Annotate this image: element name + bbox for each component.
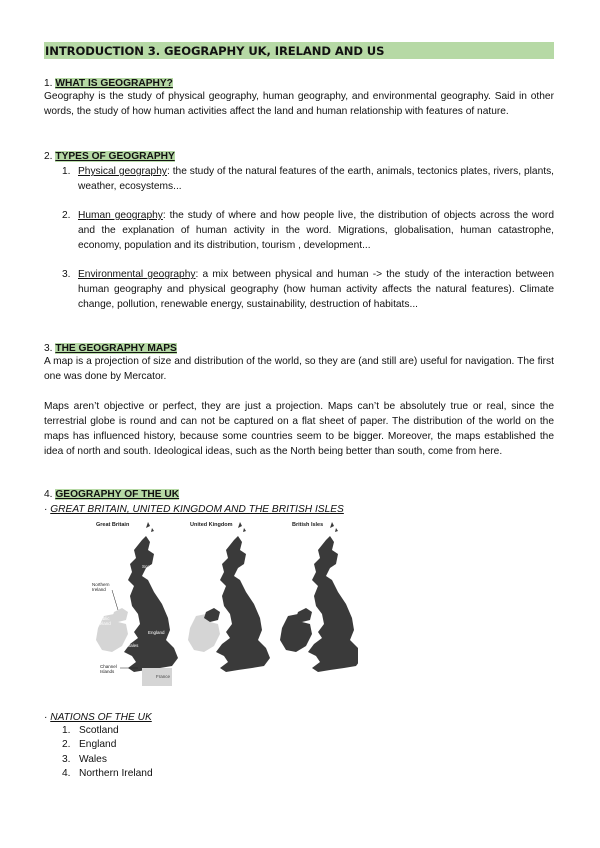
section-3-body-2: Maps aren’t objective or perfect, they are just a projection. Maps can’t be absolutely true or real, since the terrestrial globe is round and can not be captured on a flat sheet of paper. The distribution of the world on the maps has influenced history, because some countries seem to be bigger. Moreover, the maps established the idea of north and south. Ideological ideas, such as the North being better than south, come from here. <box>44 401 554 457</box>
map-united-kingdom <box>188 522 270 672</box>
subheading-nations-of-uk <box>44 711 152 724</box>
list-number: 1. <box>62 725 71 736</box>
section-3-title: THE GEOGRAPHY MAPS <box>55 343 177 354</box>
uk-maps-figure <box>82 520 358 688</box>
label-scotland: Scotland <box>142 564 160 569</box>
nation-name: Northern Ireland <box>79 768 153 779</box>
list-number: 2. <box>62 210 71 221</box>
map-3-title: British Isles <box>292 522 324 528</box>
list-item <box>78 164 554 194</box>
section-1-title: WHAT IS GEOGRAPHY? <box>55 78 173 89</box>
map-british-isles <box>280 522 358 672</box>
nation-name: Scotland <box>79 725 119 736</box>
section-2-number: 2. <box>44 151 53 162</box>
nation-list-item <box>62 767 153 782</box>
term-environmental-geography: Environmental geography <box>78 269 196 280</box>
list-number: 1. <box>62 166 71 177</box>
nation-list-item <box>62 738 116 753</box>
term-physical-geography: Physical geography <box>78 166 167 177</box>
document-title: INTRODUCTION 3. GEOGRAPHY UK, IRELAND AND US <box>45 44 385 58</box>
list-number: 3. <box>62 269 71 280</box>
nation-list-item <box>62 753 107 768</box>
list-item-text: : the study of the natural features of the earth, animals, tectonics plates, rivers, plants, weather, ecosystems... <box>78 166 554 192</box>
list-number: 3. <box>62 754 71 765</box>
label-republic-of-ireland: Republic of Ireland <box>92 616 111 626</box>
map-2-title: United Kingdom <box>190 522 233 528</box>
section-2-title: TYPES OF GEOGRAPHY <box>55 151 175 162</box>
document-title-bar <box>44 42 554 59</box>
section-3-body-1: A map is a projection of size and distribution of the world, so they are (and still are) useful for navigation. The first one was done by Mercator. <box>44 356 554 382</box>
nation-list-item <box>62 724 119 739</box>
label-channel-islands: Channel Islands <box>100 664 117 674</box>
list-item <box>78 208 554 253</box>
subheading-text: NATIONS OF THE UK <box>50 712 152 723</box>
section-3-number: 3. <box>44 343 53 354</box>
map-1-title: Great Britain <box>96 522 130 528</box>
section-4-heading <box>44 488 179 501</box>
subheading-gb-uk-british-isles <box>44 503 344 516</box>
label-northern-ireland: Northern Ireland <box>92 582 110 592</box>
list-item-text: : a mix between physical and human -> the study of the interaction between human geography and physical geography (how human activity affects the natural features). Climate change, pollution, renewable energy, sustainability, destruction of habitats... <box>78 269 554 310</box>
label-england: England <box>148 630 165 635</box>
term-human-geography: Human geography <box>78 210 163 221</box>
section-1-number: 1. <box>44 78 53 89</box>
nation-name: Wales <box>79 754 107 765</box>
map-great-britain <box>82 522 178 686</box>
label-wales: Wales <box>126 643 139 648</box>
bullet: · <box>44 504 48 515</box>
bullet: · <box>44 712 48 723</box>
label-france: France <box>156 674 171 679</box>
subheading-text: GREAT BRITAIN, UNITED KINGDOM AND THE BRITISH ISLES <box>50 504 344 515</box>
section-4-title: GEOGRAPHY OF THE UK <box>55 489 180 500</box>
section-1-body: Geography is the study of physical geography, human geography, and environmental geography. Said in other words, the study of how human activities affect the land and human relationship with features of nature. <box>44 91 554 117</box>
list-item <box>78 267 554 312</box>
list-item-text: : the study of where and how people live, the distribution of objects across the word and the explanation of human activity in the word. Migrations, globalisation, human catastrophe, economy, population and its distribution, tourism , development... <box>78 210 554 251</box>
section-4-number: 4. <box>44 489 53 500</box>
nation-name: England <box>79 739 117 750</box>
list-number: 2. <box>62 739 71 750</box>
list-number: 4. <box>62 768 71 779</box>
section-2-heading <box>44 150 175 163</box>
